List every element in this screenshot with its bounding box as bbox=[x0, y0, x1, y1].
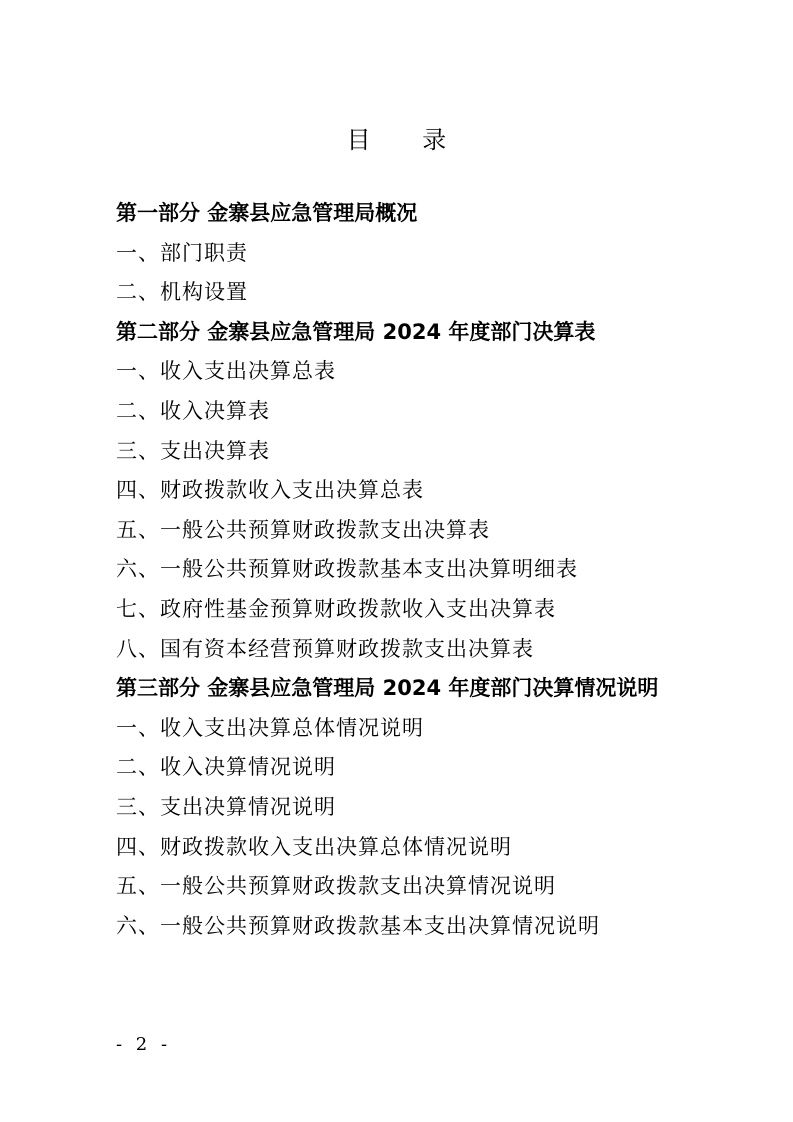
toc-item: 一、收入支出决算总表 bbox=[116, 359, 336, 384]
toc-item: 八、国有资本经营预算财政拨款支出决算表 bbox=[116, 636, 534, 661]
part1-heading: 第一部分 金寨县应急管理局概况 bbox=[116, 201, 418, 225]
toc-item: 一、收入支出决算总体情况说明 bbox=[116, 715, 424, 740]
toc-item: 五、一般公共预算财政拨款支出决算情况说明 bbox=[116, 874, 556, 899]
part2-heading: 第二部分 金寨县应急管理局 2024 年度部门决算表 bbox=[116, 319, 596, 344]
toc-item: 二、收入决算表 bbox=[116, 398, 270, 423]
toc-item: 三、支出决算表 bbox=[116, 438, 270, 463]
part3-heading: 第三部分 金寨县应急管理局 2024 年度部门决算情况说明 bbox=[116, 676, 659, 701]
toc-item: 三、支出决算情况说明 bbox=[116, 794, 336, 819]
toc-item: 七、政府性基金预算财政拨款收入支出决算表 bbox=[116, 596, 556, 621]
page-number: - 2 - bbox=[116, 1034, 172, 1055]
toc-item: 六、一般公共预算财政拨款基本支出决算情况说明 bbox=[116, 913, 600, 938]
toc-item: 五、一般公共预算财政拨款支出决算表 bbox=[116, 517, 490, 542]
table-of-contents bbox=[116, 194, 696, 946]
toc-item: 一、部门职责 bbox=[116, 240, 248, 265]
toc-item: 二、机构设置 bbox=[116, 280, 248, 305]
toc-item: 四、财政拨款收入支出决算总表 bbox=[116, 478, 424, 503]
toc-item: 二、收入决算情况说明 bbox=[116, 755, 336, 780]
toc-title: 目 录 bbox=[346, 126, 469, 154]
toc-item: 四、财政拨款收入支出决算总体情况说明 bbox=[116, 834, 512, 859]
toc-item: 六、一般公共预算财政拨款基本支出决算明细表 bbox=[116, 557, 578, 582]
